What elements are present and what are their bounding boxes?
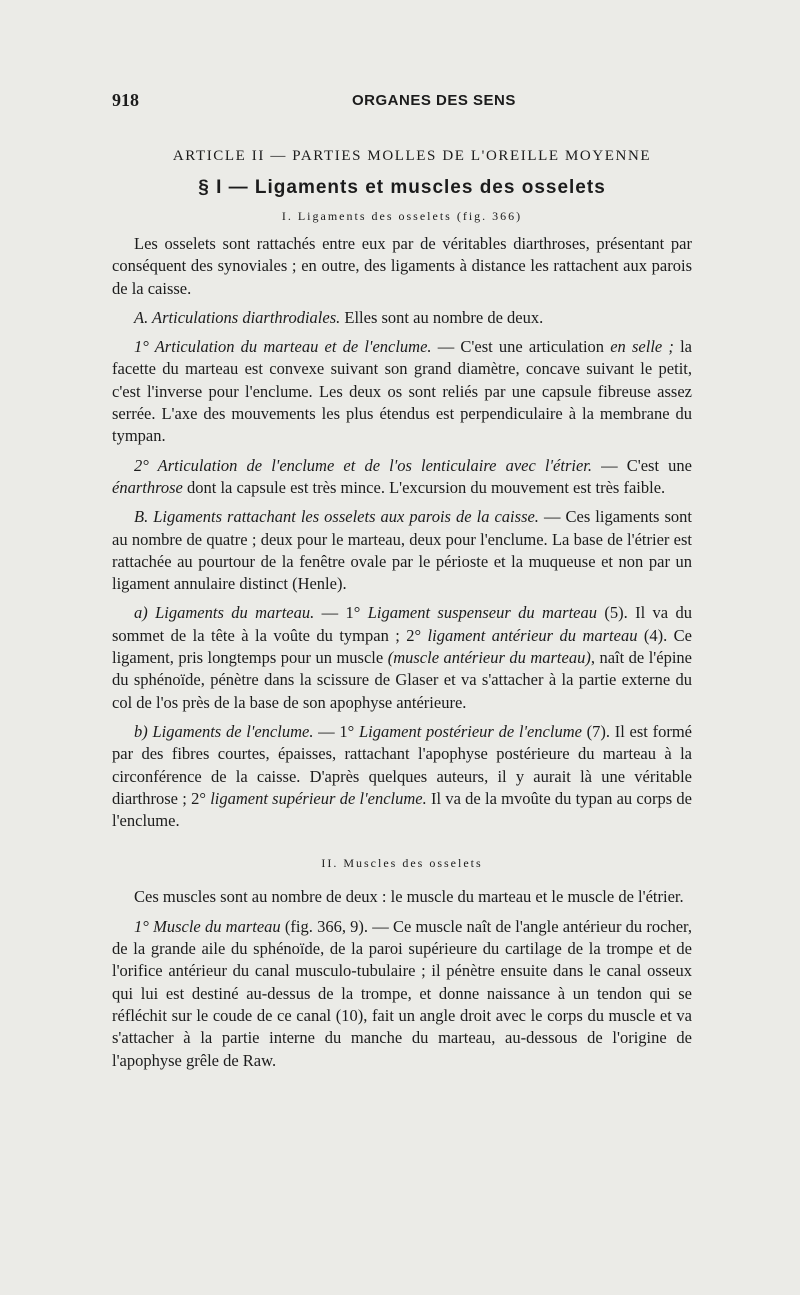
emphasis: ligament antérieur du marteau: [427, 625, 638, 645]
paragraph-lead: A. Articulations diarthrodiales.: [134, 307, 341, 327]
emphasis: énarthrose: [112, 477, 183, 497]
subsection-heading-muscles: II. Muscles des osselets: [321, 856, 483, 871]
paragraph-text: (fig. 366, 9). — Ce muscle naît de l'angle antérieur du rocher, de la grande aile du sphénoïde, de la paroi supérieure du cartilage de la trompe et de l'orifice antérieur du canal musculo-tubulaire ; il pénètre ensuite dans le canal osseux qui lui est destiné au-dessus de la trompe, et donne naissance à un tendon qui se réfléchit sur le coude de ce canal (10), fait un angle droit avec le corps du muscle et va s'attacher à la partie interne du manche du marteau, au-dessous de l'origine de l'apophyse grêle de Raw.: [112, 916, 692, 1070]
paragraph-lead: 2° Articulation de l'enclume et de l'os lenticulaire avec l'étrier.: [134, 455, 592, 475]
paragraph-articulations: [112, 307, 692, 329]
paragraph-text: (4). Ce ligament, pris longtemps pour un muscle: [112, 625, 692, 668]
article-title: ARTICLE II — PARTIES MOLLES DE L'OREILLE MOYENNE: [172, 148, 652, 164]
paragraph-text: Il va de la mvoûte du typan au corps de l'enclume.: [112, 788, 692, 831]
running-head: [112, 90, 692, 118]
paragraph-text: — C'est une articulation: [431, 337, 611, 357]
paragraph-lead: 1° Articulation du marteau et de l'enclume.: [134, 337, 432, 357]
figure-reference: (fig. 366): [456, 209, 523, 223]
paragraph-muscles: Ces muscles sont au nombre de deux : le muscle du marteau et le muscle de l'étrier.: [134, 887, 684, 907]
section-heading: § I — Ligaments et muscles des osselets: [198, 177, 606, 198]
book-page: [112, 90, 692, 1072]
paragraph-text: Elles sont au nombre de deux.: [340, 307, 544, 327]
paragraph-ligaments-enclume: [112, 721, 692, 832]
paragraph-text: dont la capsule est très mince. L'excursion du mouvement est très faible.: [182, 477, 666, 497]
emphasis: en selle ;: [610, 337, 674, 357]
emphasis: (muscle antérieur du marteau): [387, 648, 591, 668]
paragraph-muscle-marteau: [112, 916, 692, 1072]
paragraph-text: la facette du marteau est convexe suivant son grand diamètre, concave suivant le petit, c'est l'inverse pour l'enclume. Les deux os sont reliés par une capsule fibreuse assez serrée. L'axe des mouvements les plus étendus est perpendiculaire à la membrane du tympan.: [112, 337, 692, 446]
emphasis: Ligament suspenseur du marteau: [367, 603, 597, 623]
paragraph-text: — C'est une: [592, 455, 692, 475]
subsection-label: I. Ligaments des osselets: [281, 209, 452, 223]
paragraph-text: — 1°: [314, 603, 368, 623]
emphasis: Ligament postérieur de l'enclume: [358, 721, 582, 741]
paragraph-text: (5). Il va du sommet de la tête à la voûte du tympan ; 2°: [112, 603, 692, 645]
paragraph-lead: a) Ligaments du marteau.: [134, 603, 315, 623]
paragraph-text: , naît de l'épine du sphénoïde, pénètre dans la scissure de Glaser et va s'attacher à la partie externe du col de l'os près de la base de son apophyse antérieure.: [112, 648, 692, 712]
paragraph-lead: b) Ligaments de l'enclume.: [134, 721, 314, 741]
paragraph-marteau-enclume: [112, 336, 692, 447]
paragraph-ligaments-marteau: [112, 602, 692, 713]
page-number: 918: [112, 90, 139, 110]
paragraph-lead: 1° Muscle du marteau: [134, 916, 281, 936]
paragraph-text: — Ces ligaments sont au nombre de quatre ; deux pour le marteau, deux pour l'enclume. La base de l'étrier est rattachée au pourtour de la fenêtre ovale par le périoste et la muqueuse et non par un ligament annulaire distinct (Henle).: [112, 507, 692, 594]
emphasis: ligament supérieur de l'enclume.: [210, 788, 427, 808]
running-head-title: ORGANES DES SENS: [352, 92, 516, 109]
paragraph-text: — 1°: [313, 721, 359, 741]
paragraph-intro: Les osselets sont rattachés entre eux par de véritables diarthroses, présentant par conséquent des synoviales ; en outre, des ligaments à distance les rattachent aux parois de la caisse.: [112, 234, 692, 298]
paragraph-ligaments-caisse: [112, 506, 692, 595]
subsection-heading-ligaments: [112, 209, 692, 224]
paragraph-text: (7). Il est formé par des fibres courtes, épaisses, rattachant l'apophyse postérieure du marteau à la circonférence de la caisse. D'après quelques auteurs, il y aurait là une véritable diarthrose ; 2°: [112, 721, 692, 808]
paragraph-lead: B. Ligaments rattachant les osselets aux parois de la caisse.: [134, 507, 539, 527]
paragraph-enclume-etrier: [112, 455, 692, 500]
